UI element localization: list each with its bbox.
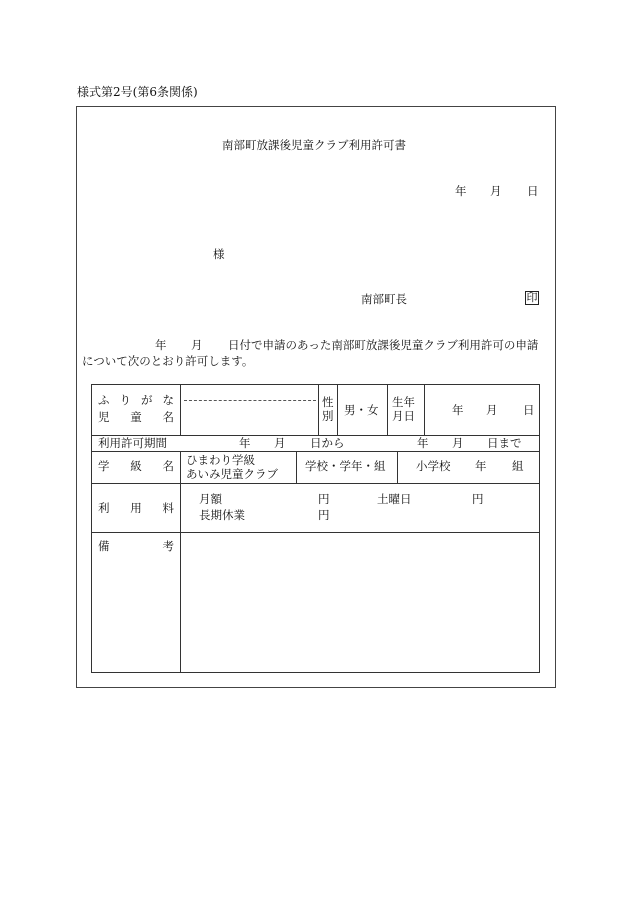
school-value: 小学校 bbox=[416, 459, 451, 473]
fee-saturday: 土曜日 bbox=[377, 492, 412, 506]
birth-day: 日 bbox=[523, 403, 535, 417]
issuer-name: 南部町長 bbox=[361, 292, 407, 306]
date-year: 年 bbox=[455, 184, 467, 198]
body-month: 月 bbox=[191, 338, 203, 352]
sex-label-1: 性 bbox=[322, 395, 334, 409]
sex-label-2: 別 bbox=[322, 409, 334, 423]
application-table bbox=[91, 384, 540, 673]
form-number: 様式第2号(第6条関係) bbox=[77, 85, 198, 99]
period-month-1: 月 bbox=[274, 436, 286, 450]
fee-label: 利 用 料 bbox=[98, 501, 174, 515]
birth-year: 年 bbox=[452, 403, 464, 417]
fee-yen-1: 円 bbox=[318, 492, 330, 506]
birth-label-2: 月日 bbox=[392, 409, 415, 423]
fee-vacation: 長期休業 bbox=[199, 508, 245, 522]
period-month-2: 月 bbox=[452, 436, 464, 450]
class-name-label: 学 級 名 bbox=[98, 459, 174, 473]
body-line2: について次のとおり許可します。 bbox=[82, 354, 254, 368]
remarks-label: 備 考 bbox=[98, 539, 174, 553]
grade-value: 年 bbox=[475, 459, 487, 473]
seal-mark: 印 bbox=[526, 291, 538, 304]
fee-monthly: 月額 bbox=[199, 492, 222, 506]
furigana-label: ふ り が な bbox=[98, 393, 174, 407]
period-from: 日から bbox=[310, 436, 345, 450]
document-title: 南部町放課後児童クラブ利用許可書 bbox=[222, 138, 406, 152]
class-option-aimi: あいみ児童クラブ bbox=[186, 467, 278, 481]
body-year: 年 bbox=[155, 338, 167, 352]
birth-month: 月 bbox=[486, 403, 498, 417]
sex-options: 男・女 bbox=[344, 403, 379, 417]
addressee-suffix: 様 bbox=[213, 247, 225, 261]
birth-label-1: 生年 bbox=[392, 395, 415, 409]
period-year-1: 年 bbox=[239, 436, 251, 450]
period-label: 利用許可期間 bbox=[98, 436, 167, 450]
date-day: 日 bbox=[527, 184, 539, 198]
child-name-label: 児 童 名 bbox=[98, 410, 174, 424]
school-header: 学校・学年・組 bbox=[305, 459, 386, 473]
body-line1: 日付で申請のあった南部町放課後児童クラブ利用許可の申請 bbox=[228, 338, 539, 352]
period-until: 日まで bbox=[487, 436, 522, 450]
kumi-value: 組 bbox=[512, 459, 524, 473]
date-month: 月 bbox=[490, 184, 502, 198]
fee-yen-2: 円 bbox=[472, 492, 484, 506]
period-year-2: 年 bbox=[417, 436, 429, 450]
class-option-himawari: ひまわり学級 bbox=[186, 453, 255, 467]
fee-yen-3: 円 bbox=[318, 508, 330, 522]
